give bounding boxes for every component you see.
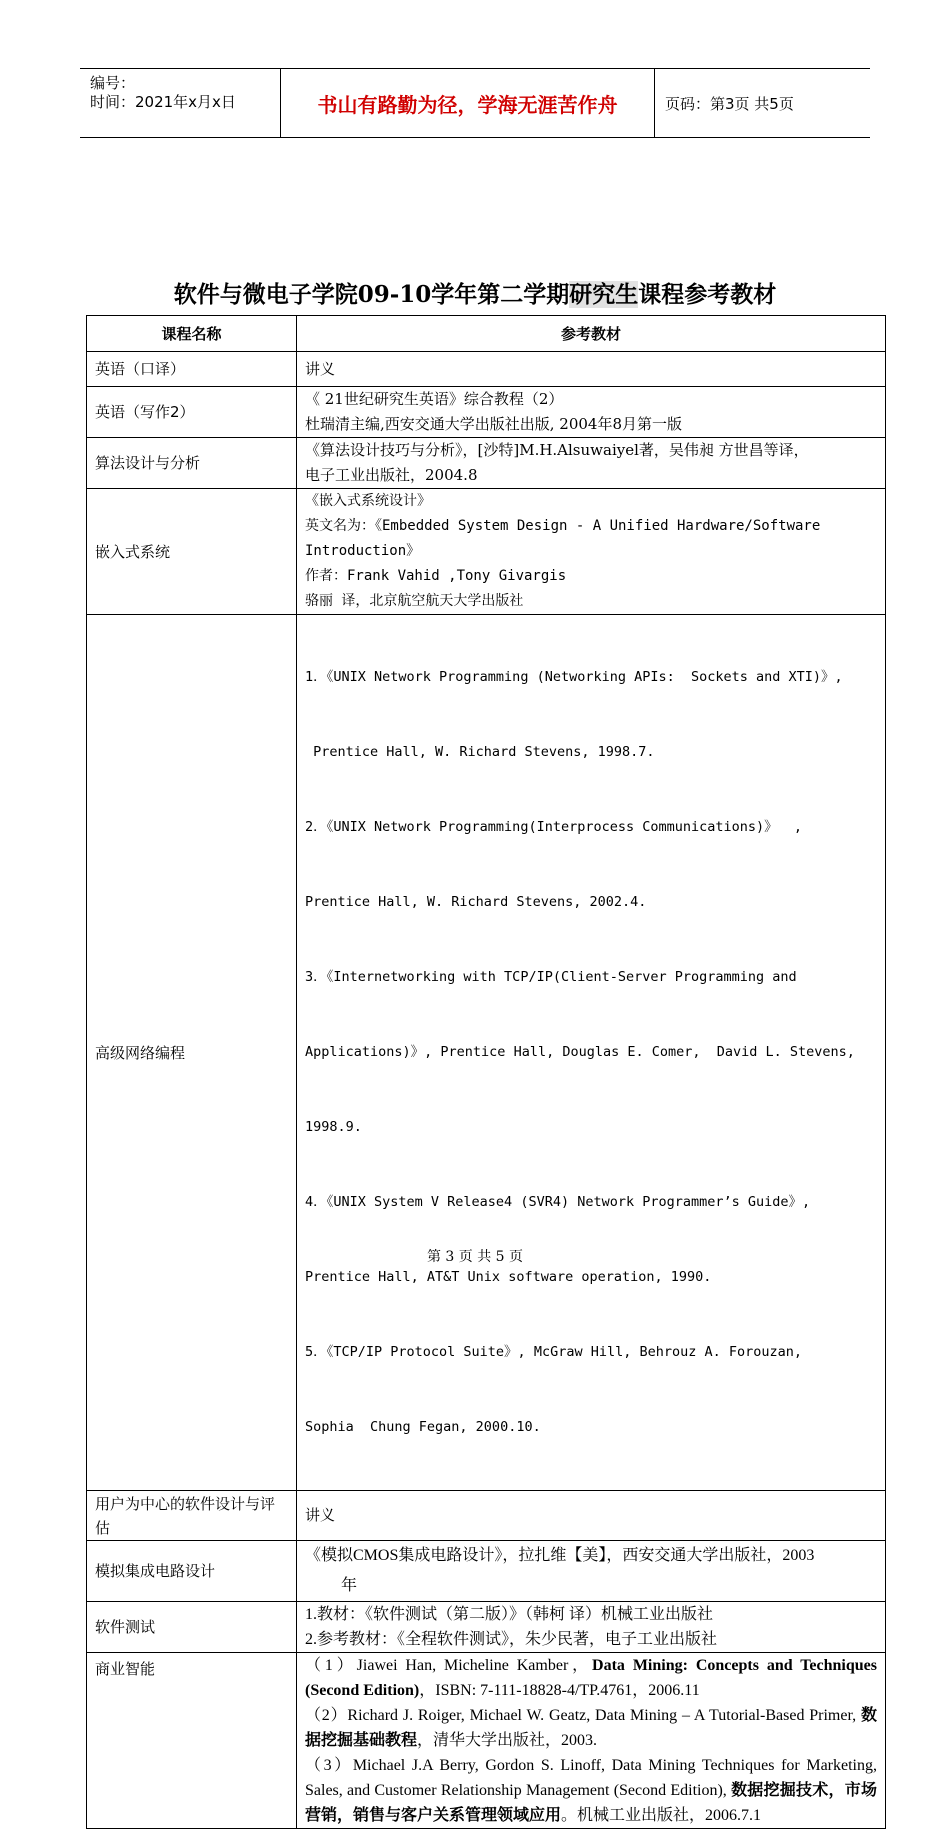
textbook-line: 5．《TCP/IP Protocol Suite》, McGraw Hill, Behrouz A. Forouzan,: [305, 1344, 803, 1360]
textbook-cell: [297, 489, 886, 615]
textbook-line: 讲义: [297, 1491, 886, 1541]
textbook-line: 骆丽 译，北京航空航天大学出版社: [305, 593, 524, 609]
course-name: 英语（口译）: [87, 352, 297, 387]
header-motto: 书山有路勤为径，学海无涯苦作舟: [281, 69, 655, 137]
table-row: [87, 1653, 886, 1829]
textbook-line: 杜瑞清主编,西安交通大学出版社出版, 2004年8月第一版: [305, 415, 683, 433]
textbook-line: 2.参考教材：《全程软件测试》，朱少民著，电子工业出版社: [305, 1631, 718, 1648]
textbook-line: 3．《Internetworking with TCP/IP(Client-Server Programming and: [305, 969, 797, 985]
table-row: [87, 352, 886, 387]
entry-text: ，ISBN: 7-111-18828-4/TP.4761，2006.11: [419, 1682, 700, 1699]
header-meta: [80, 69, 281, 137]
textbook-line: Introduction》: [305, 543, 421, 559]
entry-text: 。机械工业出版社，2006.7.1: [561, 1807, 762, 1824]
time-label: 时间：2021年x月x日: [90, 93, 236, 111]
textbook-cell: [297, 1602, 886, 1653]
page-header: [80, 68, 870, 138]
document-title: [0, 276, 950, 309]
course-name: 用户为中心的软件设计与评估: [87, 1491, 297, 1541]
entry-text: ，清华大学出版社，2003.: [417, 1732, 598, 1749]
entry-text: （3）Michael J.A Berry, Gordon S. Linoff, Data Mining Techniques for Marketing, Sales, and Customer Relationship Management (Second Edition),: [305, 1757, 877, 1799]
textbook-line: 《 21世纪研究生英语》综合教程（2）: [305, 390, 564, 408]
entry-text: （2）Richard J. Roiger, Michael W. Geatz, Data Mining – A Tutorial-Based Primer,: [305, 1707, 861, 1724]
title-part1: 软件与微电子学院09-10学年第二学期: [173, 281, 570, 308]
textbook-line: 《算法设计技巧与分析》，[沙特]M.H.Alsuwaiyel著，吴伟昶 方世昌等译，: [305, 441, 809, 459]
header-page-label: 页码：第3页 共5页: [665, 94, 794, 113]
textbook-line: Prentice Hall, W. Richard Stevens, 2002.4.: [305, 894, 647, 910]
table-row: [87, 1541, 886, 1602]
textbook-line: Applications)》, Prentice Hall, Douglas E. Comer, David L. Stevens,: [305, 1044, 855, 1060]
textbook-line: 讲义: [297, 352, 886, 387]
textbook-line: 作者：Frank Vahid ,Tony Givargis: [305, 568, 567, 584]
entry-text: （1）Jiawei Han, Micheline Kamber，: [305, 1657, 593, 1674]
course-name: 嵌入式系统: [87, 489, 297, 615]
textbook-line: 2．《UNIX Network Programming(Interprocess Communications)》 ,: [305, 819, 803, 835]
textbook-line: Sophia Chung Fegan, 2000.10.: [305, 1419, 541, 1435]
textbook-line: 电子工业出版社，2004.8: [305, 466, 478, 484]
textbook-cell: [297, 1541, 886, 1602]
textbook-line: 《嵌入式系统设计》: [305, 493, 431, 509]
textbook-entry: [305, 1653, 877, 1703]
course-name: 模拟集成电路设计: [87, 1541, 297, 1602]
textbook-line: 4．《UNIX System V Release4 (SVR4) Network Programmer’s Guide》,: [305, 1194, 811, 1210]
table-row: [87, 489, 886, 615]
textbook-entry: [305, 1753, 877, 1828]
table-row: [87, 1602, 886, 1653]
textbook-cell: [297, 1653, 886, 1829]
entry-bold-title: 数据挖掘技术，市场营销，销售与客户关系管理领域应用: [305, 1782, 877, 1824]
title-highlight: 研究生: [569, 281, 639, 308]
course-table: [86, 315, 886, 1829]
entry-bold-title: 数据挖掘基础教程: [305, 1707, 877, 1749]
textbook-line: Prentice Hall, W. Richard Stevens, 1998.7.: [305, 744, 655, 760]
textbook-line: Prentice Hall, AT&T Unix software operation, 1990.: [305, 1269, 712, 1285]
textbook-entry: [305, 1703, 877, 1753]
course-name: 商业智能: [87, 1653, 297, 1829]
textbook-line: 1998.9.: [305, 1119, 362, 1135]
table-header-row: [87, 316, 886, 352]
page-footer: 第 3 页 共 5 页: [426, 1249, 524, 1265]
textbook-cell: [297, 438, 886, 489]
table-row: [87, 615, 886, 1491]
entry-bold-title: Data Mining: Concepts and Techniques (Second Edition): [305, 1657, 877, 1699]
table-row: [87, 387, 886, 438]
textbook-line: 《模拟CMOS集成电路设计》，拉扎维【美】，西安交通大学出版社，2003: [305, 1547, 815, 1564]
course-name: 高级网络编程: [87, 615, 297, 1491]
table-row: [87, 438, 886, 489]
textbook-line: 1.教材：《软件测试（第二版）》（韩柯 译）机械工业出版社: [305, 1606, 714, 1623]
course-name: 软件测试: [87, 1602, 297, 1653]
table-row: [87, 1491, 886, 1541]
textbook-line: 英文名为：《Embedded System Design - A Unified Hardware/Software: [305, 518, 821, 534]
course-name: 算法设计与分析: [87, 438, 297, 489]
col-header-course: 课程名称: [87, 316, 297, 352]
course-name: 英语（写作2）: [87, 387, 297, 438]
textbook-line: 1．《UNIX Network Programming (Networking APIs: Sockets and XTI)》,: [305, 669, 843, 685]
col-header-textbook: 参考教材: [297, 316, 886, 352]
textbook-line: 年: [341, 1577, 358, 1594]
number-label: 编号：: [90, 74, 136, 92]
title-part2: 课程参考教材: [638, 281, 777, 308]
textbook-cell: [297, 387, 886, 438]
textbook-cell: [297, 615, 886, 1491]
